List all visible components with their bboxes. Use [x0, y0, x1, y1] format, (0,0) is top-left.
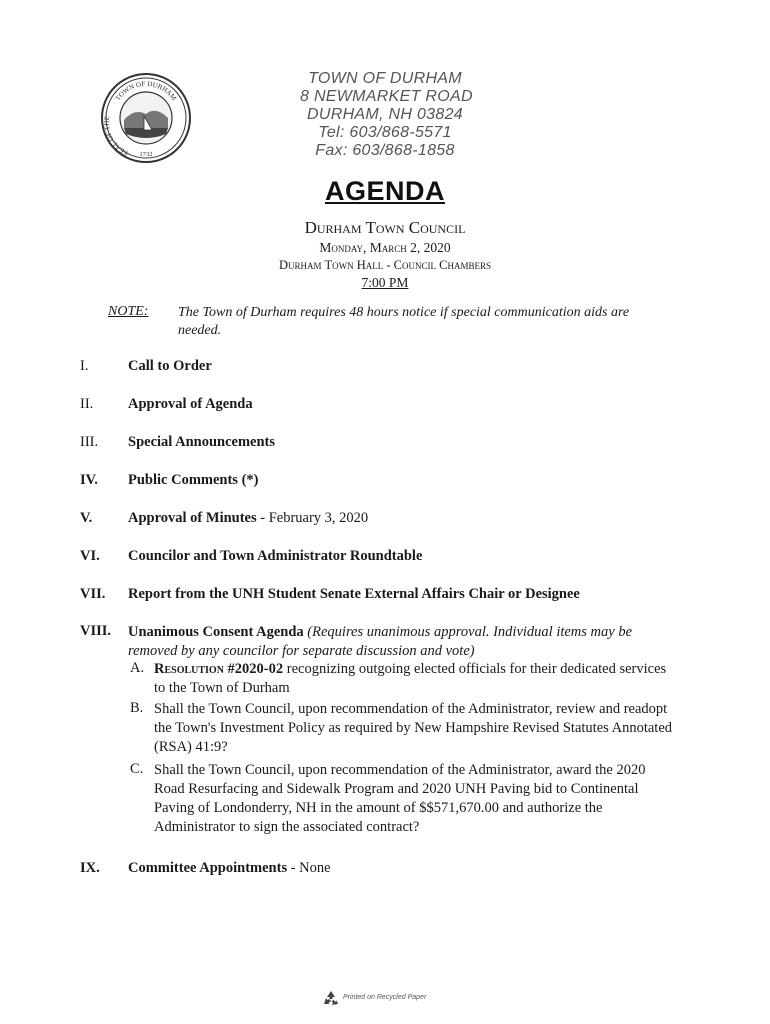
item-number: VIII.: [80, 623, 112, 639]
agenda-item-roundtable: Councilor and Town Administrator Roundtable: [128, 548, 423, 564]
city-state-zip: DURHAM, NH 03824: [307, 106, 463, 123]
sub-item-paving-bid: Shall the Town Council, upon recommendation of the Administrator, award the 2020 Road Resurfacing and Sidewalk Program and 2020 UNH Paving bid to Continental Paving of Londonderry, NH in the amount of $$571,670.00 and authorize the Administrator to sign the associated contract?: [154, 762, 646, 835]
agenda-item-approval-of-agenda: Approval of Agenda: [128, 396, 253, 412]
meeting-time: 7:00 PM: [361, 275, 409, 290]
meeting-date: Monday, March 2, 2020: [319, 240, 451, 255]
item-number: II.: [80, 396, 94, 412]
svg-text:SEAL OF THE: SEAL OF THE: [102, 115, 130, 158]
fax-number: Fax: 603/868-1858: [315, 142, 455, 159]
letterhead: [300, 70, 473, 160]
item-number: I.: [80, 358, 89, 374]
sub-item-resolution: Resolution #2020-02 recognizing outgoing elected officials for their dedicated services to the Town of Durham: [154, 661, 667, 696]
item-number: VI.: [80, 548, 100, 564]
agenda-item-call-to-order: Call to Order: [128, 358, 212, 374]
agenda-item-approval-of-minutes: Approval of Minutes - February 3, 2020: [128, 510, 369, 526]
agenda-item-public-comments: Public Comments (*): [128, 472, 259, 488]
item-number: III.: [80, 434, 99, 450]
item-number: IV.: [80, 472, 98, 488]
agenda-item-committee-appointments: Committee Appointments - None: [128, 860, 331, 876]
council-name: Durham Town Council: [304, 218, 466, 237]
telephone: Tel: 603/868-5571: [318, 124, 452, 141]
sub-item-investment-policy: Shall the Town Council, upon recommendation of the Administrator, review and readopt the Town's Investment Policy as required by New Hampshire Revised Statutes Annotated (RSA) 41:9?: [154, 701, 672, 755]
item-number: IX.: [80, 860, 100, 876]
town-seal-logo: [100, 72, 192, 164]
agenda-title: AGENDA: [324, 176, 445, 206]
recycled-paper-note: Printed on Recycled Paper: [343, 994, 427, 1001]
sub-item-letter: A.: [130, 660, 145, 676]
svg-text:TOWN OF DURHAM: TOWN OF DURHAM: [113, 79, 178, 103]
meeting-location: Durham Town Hall - Council Chambers: [279, 258, 491, 272]
item-number: V.: [80, 510, 93, 526]
note-text: The Town of Durham requires 48 hours notice if special communication aids are needed.: [178, 305, 630, 338]
svg-text:1732: 1732: [139, 151, 153, 158]
recycle-icon: [322, 990, 340, 1008]
item-number: VII.: [80, 586, 106, 602]
agenda-item-unh-report: Report from the UNH Student Senate External Affairs Chair or Designee: [128, 586, 580, 602]
sub-item-letter: B.: [130, 700, 144, 716]
note-label: NOTE:: [108, 304, 149, 319]
town-name: TOWN OF DURHAM: [308, 70, 462, 87]
agenda-item-consent-agenda: Unanimous Consent Agenda (Requires unanimous approval. Individual items may be removed by any councilor for separate discussion and vote): [128, 624, 633, 659]
agenda-item-special-announcements: Special Announcements: [128, 434, 276, 450]
street-address: 8 NEWMARKET ROAD: [300, 88, 473, 105]
sub-item-letter: C.: [130, 761, 144, 777]
